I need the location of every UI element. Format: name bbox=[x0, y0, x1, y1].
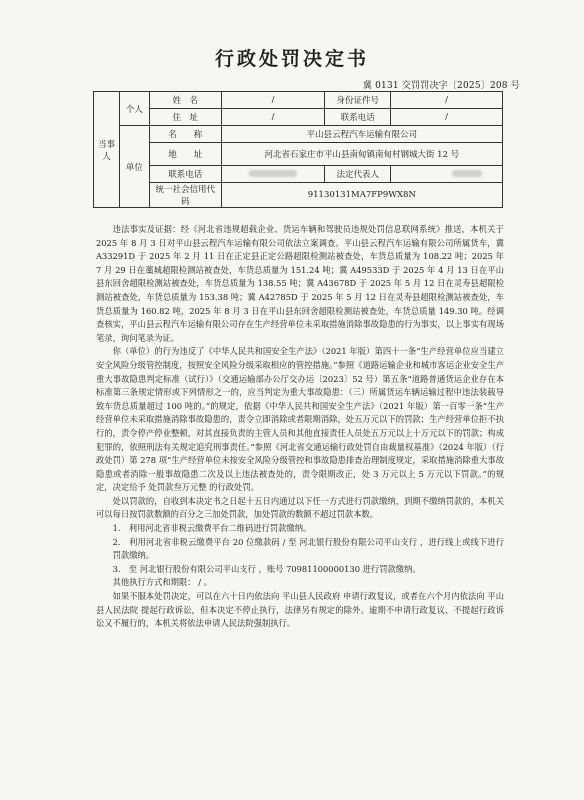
unit-name-label: 名 称 bbox=[149, 126, 221, 143]
id-value: / bbox=[391, 92, 503, 109]
unit-phone-value-redacted bbox=[221, 166, 325, 183]
addr-label: 住 址 bbox=[149, 109, 221, 126]
appeal-text: 如果不服本处罚决定，可以在六十日内依法向 平山县人民政府 申请行政复议，或者在六个月内依法向 平山县人民法院 提起行政诉讼，但本决定不停止执行，法律另有规定的除外。逾期不申请行政复议、不提起行政诉讼又不履行的，本机关将依法申请人民法院强制执行。 bbox=[96, 591, 504, 629]
payment-option-1: 1. 利用河北省非税云缴费平台二维码进行罚款缴纳。 bbox=[112, 523, 312, 534]
other-method-text: 其他执行方式和期限： / 。 bbox=[112, 577, 212, 588]
document-title: 行政处罚决定书 bbox=[214, 48, 369, 70]
payment-option-3: 3. 至 河北银行股份有限公司平山支行 ，账号 70981100000130 进行罚款缴纳。 bbox=[112, 563, 421, 574]
party-table bbox=[93, 91, 503, 208]
phone-label: 联系电话 bbox=[325, 109, 391, 126]
document-number: 冀 0131 交罚罚决字〔2025〕208 号 bbox=[362, 81, 520, 91]
credit-code-label: 统一社会信用代码 bbox=[149, 183, 221, 208]
unit-addr-value: 河北省石家庄市平山县南甸镇南甸村钢城大街 12 号 bbox=[221, 143, 502, 166]
payment-option-2: 2. 利用河北省非税云缴费平台 20 位缴款码 / 至 河北银行股份有限公司平山支行 ，进行线上或线下进行罚款缴纳。 bbox=[112, 536, 504, 561]
facts-text: 经《河北省违规超载企业、货运车辆和驾驶员违规处罚信息联网系统》推送，本机关于 2025 年 8 月 3 日对平山县云程汽车运输有限公司依法立案调查。平山县云程汽车运输有限公司所属货车，冀 A33291D 于 2025 年 2 月 11 日在正定县正定公路超限检测站被查处，车货总质量为 108.22 吨；2025 年 7 月 29 日在藁城超限检测站被查处，车货总质量为 151.24 吨；冀 A49533D 于 2025 年 4 月 13 日在平山县东回舍超限检测站被查处，车货总质量为 138.55 吨；冀 A43678D 于 2025 年 5 月 12 日在灵寿县超限检测站被查处，车货总质量为 153.38 吨；冀 A42785D 于 2025 年 5 月 12 日在灵寿县超限检测站被查处，车货总质量为 160.82 吨，2025 年 8 月 3 日在平山县东回舍超限检测站被查处，车货总质量 149.30 吨。经调查核实，平山县云程汽车运输有限公司存在生产经营单位未采取措施消除事故隐患的行为事实，以上事实有现场笔录，询问笔录为证。 bbox=[96, 224, 504, 343]
phone-value: / bbox=[391, 109, 503, 126]
document-body bbox=[96, 223, 504, 631]
addr-value: / bbox=[221, 109, 325, 126]
party-label: 当事人 bbox=[94, 92, 120, 208]
name-value: / bbox=[221, 92, 325, 109]
unit-phone-label: 联系电话 bbox=[149, 166, 221, 183]
unit-addr-label: 地 址 bbox=[149, 143, 221, 166]
violation-text: 你（单位）的行为违反了《中华人民共和国安全生产法》（2021 年版）第四十一条“生产经营单位应当建立安全风险分级管控制度，按照安全风险分级采取相应的管控措施。”参照《道路运输企业和城市客运企业安全生产重大事故隐患判定标准（试行）》（交通运输部办公厅交办运〔2023〕52 号）第五条“道路普通货运企业存在本标准第三条规定情形或下列情形之一的，应当判定为重大事故隐患：（三）所属货运车辆运输过程中违法装载导致车货总质量超过 100 吨的。”的规定，依据《中华人民共和国安全生产法》（2021 年版）第一百零一条“生产经营单位未采取措施消除事故隐患的，责令立即消除或者限期消除，处五万元以下的罚款；生产经营单位拒不执行的，责令停产停业整顿，对其直接负责的主管人员和其他直接责任人员处五万元以上十万元以下的罚款；构成犯罪的，依照刑法有关规定追究刑事责任。”参照《河北省交通运输行政处罚自由裁量权基准》（2024 年版）（行政处罚）第 278 项“生产经营单位未按安全风险分级管控和事故隐患排查治理制度规定，采取措施消除重大事故隐患或者消除一般事故隐患二次及以上违法被查处的，责令限期改正，处 3 万元以上 5 万元以下罚款。”的规定，决定给予 处罚款叁万元整 的行政处罚。 bbox=[96, 346, 504, 493]
id-label: 身份证件号 bbox=[325, 92, 391, 109]
facts-label: 违法事实及证据： bbox=[112, 224, 181, 234]
unit-label: 单位 bbox=[119, 126, 149, 208]
legal-rep-label: 法定代表人 bbox=[325, 166, 391, 183]
name-label: 姓 名 bbox=[149, 92, 221, 109]
payment-text: 处以罚款的，自收到本决定书之日起十五日内通过以下任一方式进行罚款缴纳，到期不缴纳罚款的，本机关可以每日按罚款数额的百分之三加处罚款，加处罚款的数额不超过罚款本数。 bbox=[96, 495, 504, 520]
credit-code-value: 91130131MA7FP9WX8N bbox=[221, 183, 502, 208]
unit-name-value: 平山县云程汽车运输有限公司 bbox=[221, 126, 502, 143]
legal-rep-value-redacted bbox=[391, 166, 503, 183]
individual-label: 个人 bbox=[119, 92, 149, 126]
